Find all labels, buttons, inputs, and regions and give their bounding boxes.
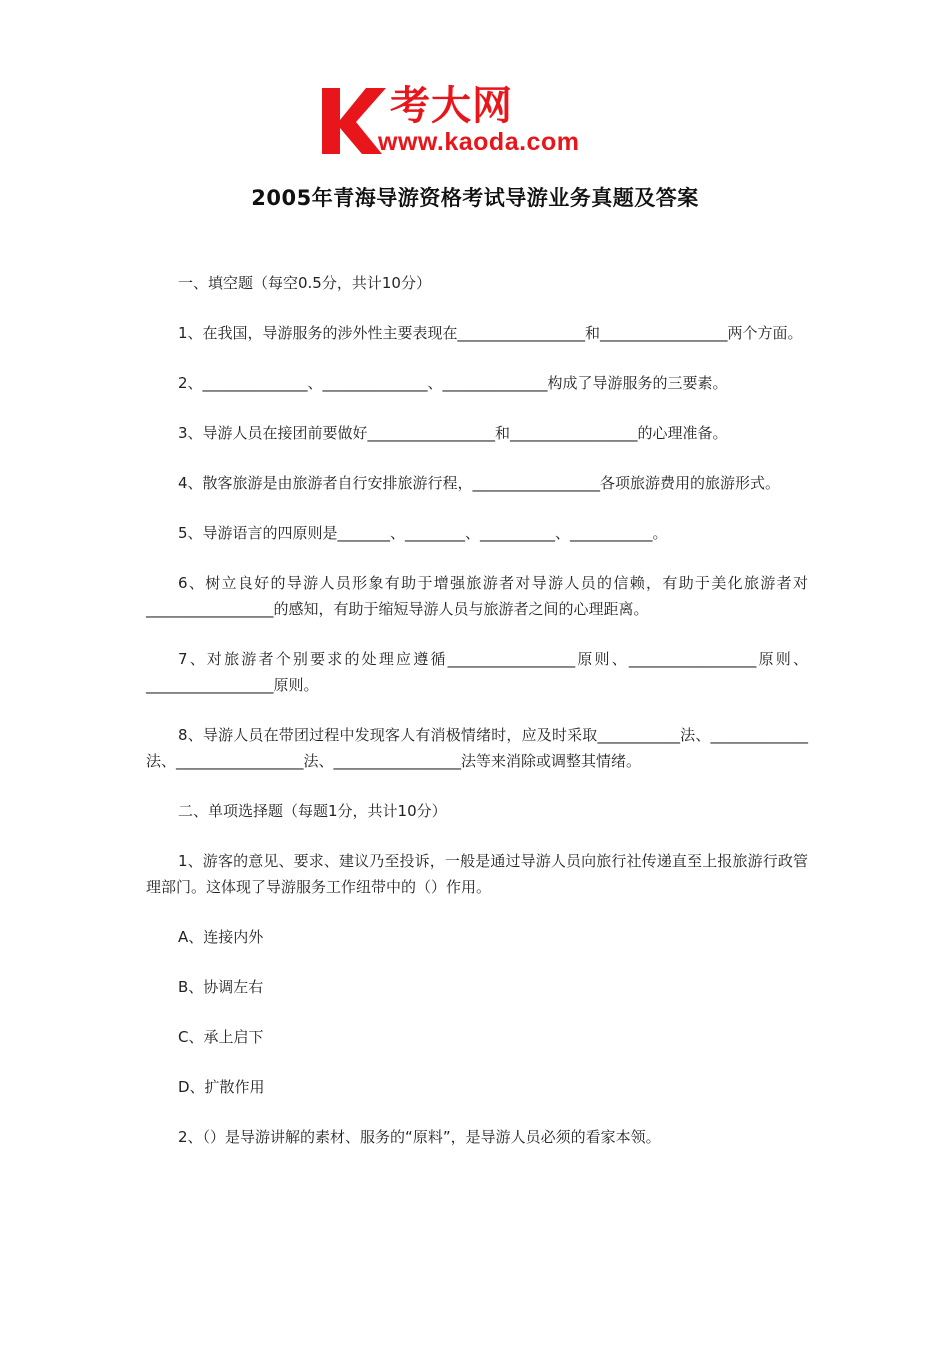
logo-brand-text: 考大网 xyxy=(390,83,513,129)
question-paragraph: 2、______________、______________、______________构成了导游服务的三要素。 xyxy=(178,374,728,392)
section-heading-fill-blank: 一、填空题（每空0.5分，共计10分） xyxy=(178,274,431,292)
kaoda-logo xyxy=(318,80,648,160)
question-paragraph: 4、散客旅游是由旅游者自行安排旅游行程，_________________各项旅游费用的旅游形式。 xyxy=(178,474,781,492)
answer-option: B、协调左右 xyxy=(178,978,264,996)
question-paragraph: 2、（）是导游讲解的素材、服务的“原料”，是导游人员必须的看家本领。 xyxy=(178,1128,661,1146)
answer-option: D、扩散作用 xyxy=(178,1078,265,1096)
question-paragraph: 5、导游语言的四原则是_______、________、__________、___________。 xyxy=(178,524,668,542)
question-paragraph: 8、导游人员在带团过程中发现客人有消极情绪时，应及时采取___________法、_____________法、_________________法、_________________法等来消除或调整其情绪。 xyxy=(146,726,808,770)
section-heading-single-choice: 二、单项选择题（每题1分，共计10分） xyxy=(178,802,447,820)
document-body xyxy=(146,270,808,1174)
question-paragraph: 1、在我国，导游服务的涉外性主要表现在_________________和_________________两个方面。 xyxy=(178,324,803,342)
answer-option: C、承上启下 xyxy=(178,1028,264,1046)
question-paragraph: 7、对旅游者个别要求的处理应遵循_________________原则、_________________原则、_________________原则。 xyxy=(146,650,808,694)
question-paragraph: 6、树立良好的导游人员形象有助于增强旅游者对导游人员的信赖，有助于美化旅游者对_________________的感知，有助于缩短导游人员与旅游者之间的心理距离。 xyxy=(146,574,808,618)
question-paragraph: 3、导游人员在接团前要做好_________________和_________________的心理准备。 xyxy=(178,424,728,442)
page-title: 2005年青海导游资格考试导游业务真题及答案 xyxy=(251,186,699,210)
answer-option: A、连接内外 xyxy=(178,928,264,946)
question-paragraph: 1、游客的意见、要求、建议乃至投诉，一般是通过导游人员向旅行社传递直至上报旅游行政管理部门。这体现了导游服务工作纽带中的（）作用。 xyxy=(146,852,808,896)
logo-url-text: www.kaoda.com xyxy=(378,128,580,156)
